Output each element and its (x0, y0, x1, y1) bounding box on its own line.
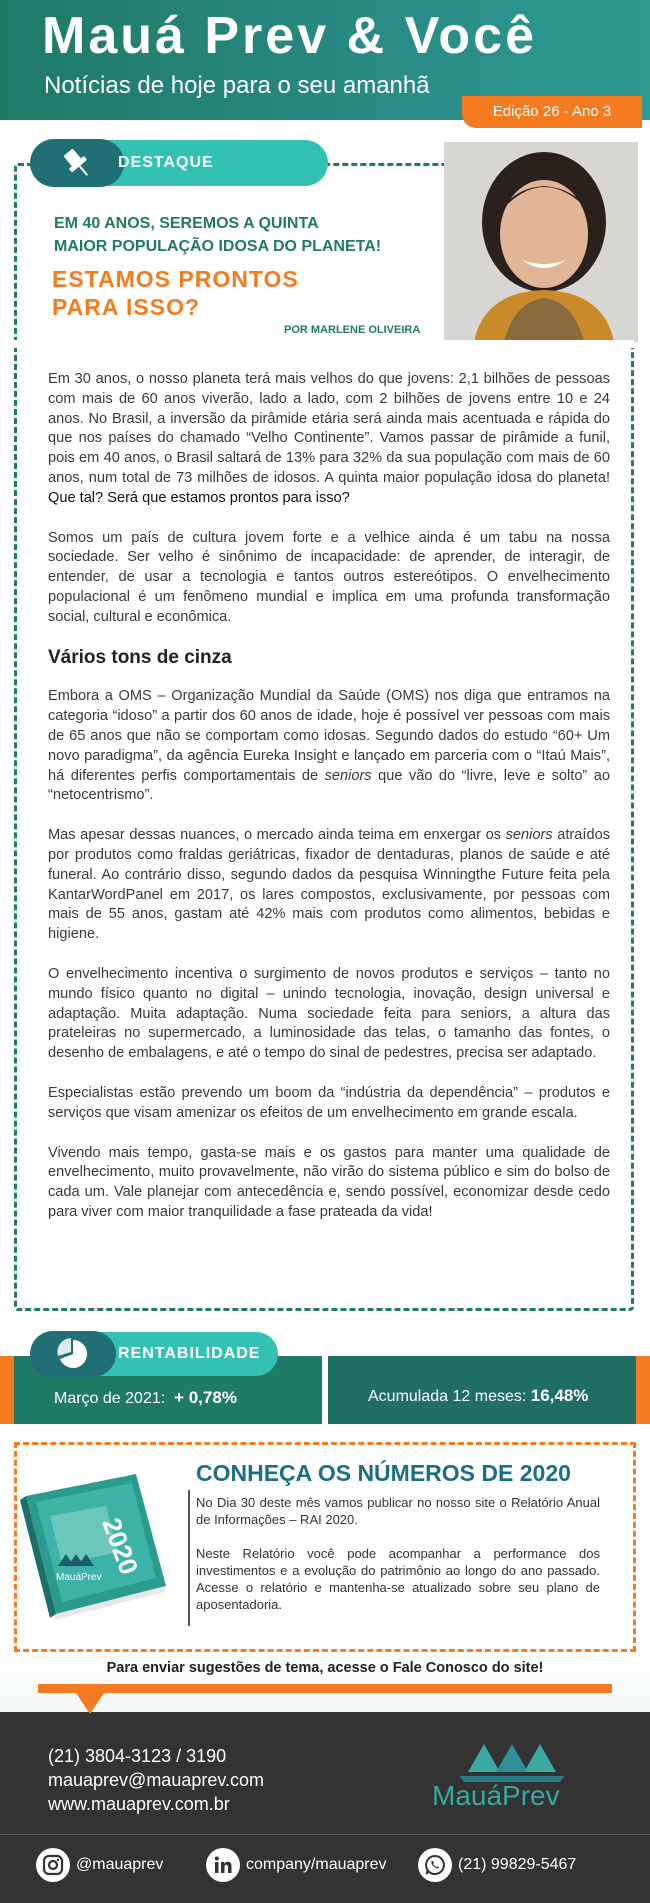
phone-number[interactable]: (21) 3804-3123 / 3190 (48, 1746, 227, 1766)
report-divider (188, 1490, 190, 1626)
edition-badge: Edição 26 - Ano 3 (462, 96, 642, 128)
monthly-return-label: Março de 2021: (54, 1390, 166, 1407)
report-paragraph: Neste Relatório você pode acompanhar a performance dos investimentos e a evolução do patrimônio ao longo do ano passado. Acesse o relatório e mantenha-se atualizado sobre seu plano de aposentadoria. (196, 1546, 600, 1612)
callout-pointer (74, 1690, 106, 1714)
instagram-handle: @mauaprev (76, 1856, 164, 1873)
article-question: Que tal? Será que estamos prontos para isso? (48, 489, 350, 506)
report-text (196, 1494, 600, 1630)
contact-info (48, 1744, 264, 1816)
report-book-brand: MauáPrev (56, 1572, 102, 1583)
accumulated-return-label: Acumulada 12 meses: (368, 1388, 527, 1405)
article-paragraph: Mas apesar dessas nuances, o mercado ainda teima em enxergar os seniors atraídos por produtos como fraldas geriátricas, fixador de dentaduras, planos de saúde e até funeral. Ao contrário disso, segundo dados da pesquisa Winningthe Future feita pela KantarWordPanel em 2017, os lares compostos, exclusivamente, por pessoas com mais de 55 anos, gastam até 42% mais com produtos como alimentos, bebidas e higiene. (48, 827, 610, 943)
destaque-label: DESTAQUE (118, 154, 214, 171)
frame-gap (14, 340, 634, 348)
rentabilidade-label: RENTABILIDADE (118, 1345, 261, 1362)
suggestion-text: Para enviar sugestões de tema, acesse o Fale Conosco do site! (106, 1660, 544, 1676)
pie-chart-icon (30, 1331, 116, 1377)
monthly-return (54, 1388, 237, 1408)
whatsapp-icon (418, 1848, 452, 1882)
linkedin-handle: company/mauaprev (246, 1856, 387, 1873)
email-link[interactable]: mauaprev@mauaprev.com (48, 1770, 265, 1790)
instagram-icon (36, 1848, 70, 1882)
report-title: CONHEÇA OS NÚMEROS DE 2020 (196, 1460, 571, 1486)
article-paragraph: Em 30 anos, o nosso planeta terá mais velhos do que jovens: 2,1 bilhões de pessoas com mais de 60 anos viverão, lado a lado, com 2 bilhões de jovens entre 10 e 24 anos. No Brasil, a inversão da pirâmide etária será ainda mais acentuada e rápida do que nos países do chamado “Velho Continente”. Vamos passar de pirâmide a funil, pois em 40 anos, o Brasil saltará de 13% para 32% da sua população com mais de 60 anos, num total de 73 milhões de idosos. A quinta maior população idosa do planeta! Que tal? Será que estamos prontos para isso? (48, 371, 610, 506)
report-book-cover (6, 1456, 176, 1626)
pushpin-icon (30, 139, 124, 187)
linkedin-icon (206, 1848, 240, 1882)
kicker-line-1: EM 40 ANOS, SEREMOS A QUINTA (54, 215, 319, 232)
mauaprev-logo-icon (440, 1728, 590, 1828)
orange-divider (38, 1684, 612, 1693)
newsletter-subtitle: Notícias de hoje para o seu amanhã (44, 72, 430, 99)
article-body (48, 370, 610, 1243)
article-paragraph: Vivendo mais tempo, gasta-se mais e os gastos para manter uma qualidade de envelhecimento, muito provavelmente, não virão do sistema público e sim do bolso de cada um. Vale planejar com antecedência e, sendo possível, economizar desde cedo para viver com maior tranquilidade a fase prateada da vida! (48, 1144, 610, 1220)
headline-line-2: PARA ISSO? (52, 294, 201, 320)
headline-line-1: ESTAMOS PRONTOS (52, 266, 299, 292)
kicker-line-2: MAIOR POPULAÇÃO IDOSA DO PLANETA! (54, 238, 382, 255)
report-book-year: 2020 (96, 1513, 145, 1579)
monthly-return-value: + 0,78% (174, 1388, 237, 1407)
accumulated-return-value: 16,48% (530, 1386, 589, 1405)
article-subheading: Vários tons de cinza (48, 646, 232, 668)
instagram-link[interactable] (36, 1846, 163, 1884)
accumulated-return (368, 1386, 588, 1406)
footer-divider (0, 1834, 650, 1835)
whatsapp-number: (21) 99829-5467 (458, 1856, 577, 1873)
rent-accent-right (636, 1356, 650, 1424)
whatsapp-link[interactable] (418, 1846, 576, 1884)
website-link[interactable]: www.mauaprev.com.br (48, 1794, 230, 1814)
article-paragraph: Embora a OMS – Organização Mundial da Saúde (OMS) nos diga que entramos na categoria “idoso” a partir dos 60 anos de idade, hoje é possível ver pessoas com mais de 65 anos que não se comportam como idosas. Segundo dados do estudo “60+ Um novo paradigma”, da agência Eureka Insight e lançado em parceria com o “Itaú Mais”, há diferentes perfis comportamentais de seniors que vão do “livre, leve e solto” ao “netocentrismo”. (48, 688, 610, 804)
article-paragraph: O envelhecimento incentiva o surgimento de novos produtos e serviços – tanto no mundo físico quanto no digital – unindo tecnologia, inovação, design universal e adaptação. Muita adaptação. Numa sociedade feita para seniors, a altura das prateleiras no supermercado, a luminosidade das telas, o tamanho das fontes, o desenho de embalagens, e até o tempo do sinal de pedestres, precisa ser adaptado. (48, 965, 610, 1062)
report-paragraph: No Dia 30 deste mês vamos publicar no nosso site o Relatório Anual de Informações – RAI 2020. (196, 1495, 600, 1527)
linkedin-link[interactable] (206, 1846, 387, 1884)
author-photo (444, 142, 638, 342)
article-paragraph: Especialistas estão prevendo um boom da “indústria da dependência” – produtos e serviços que visam amenizar os efeitos de um envelhecimento em grande escala. (48, 1084, 610, 1121)
logo-text: MauáPrev (432, 1780, 560, 1811)
byline: POR MARLENE OLIVEIRA (284, 324, 421, 336)
newsletter-title: Mauá Prev & Você (42, 7, 538, 65)
article-paragraph: Somos um país de cultura jovem forte e a velhice ainda é um tabu na nossa sociedade. Ser velho é sinônimo de incapacidade: de aprender, de interagir, de entender, de usar a tecnologia e tantos outros estereótipos. O envelhecimento populacional é um fenômeno mundial e implica em uma profunda transformação social, cultural e econômica. (48, 529, 610, 625)
